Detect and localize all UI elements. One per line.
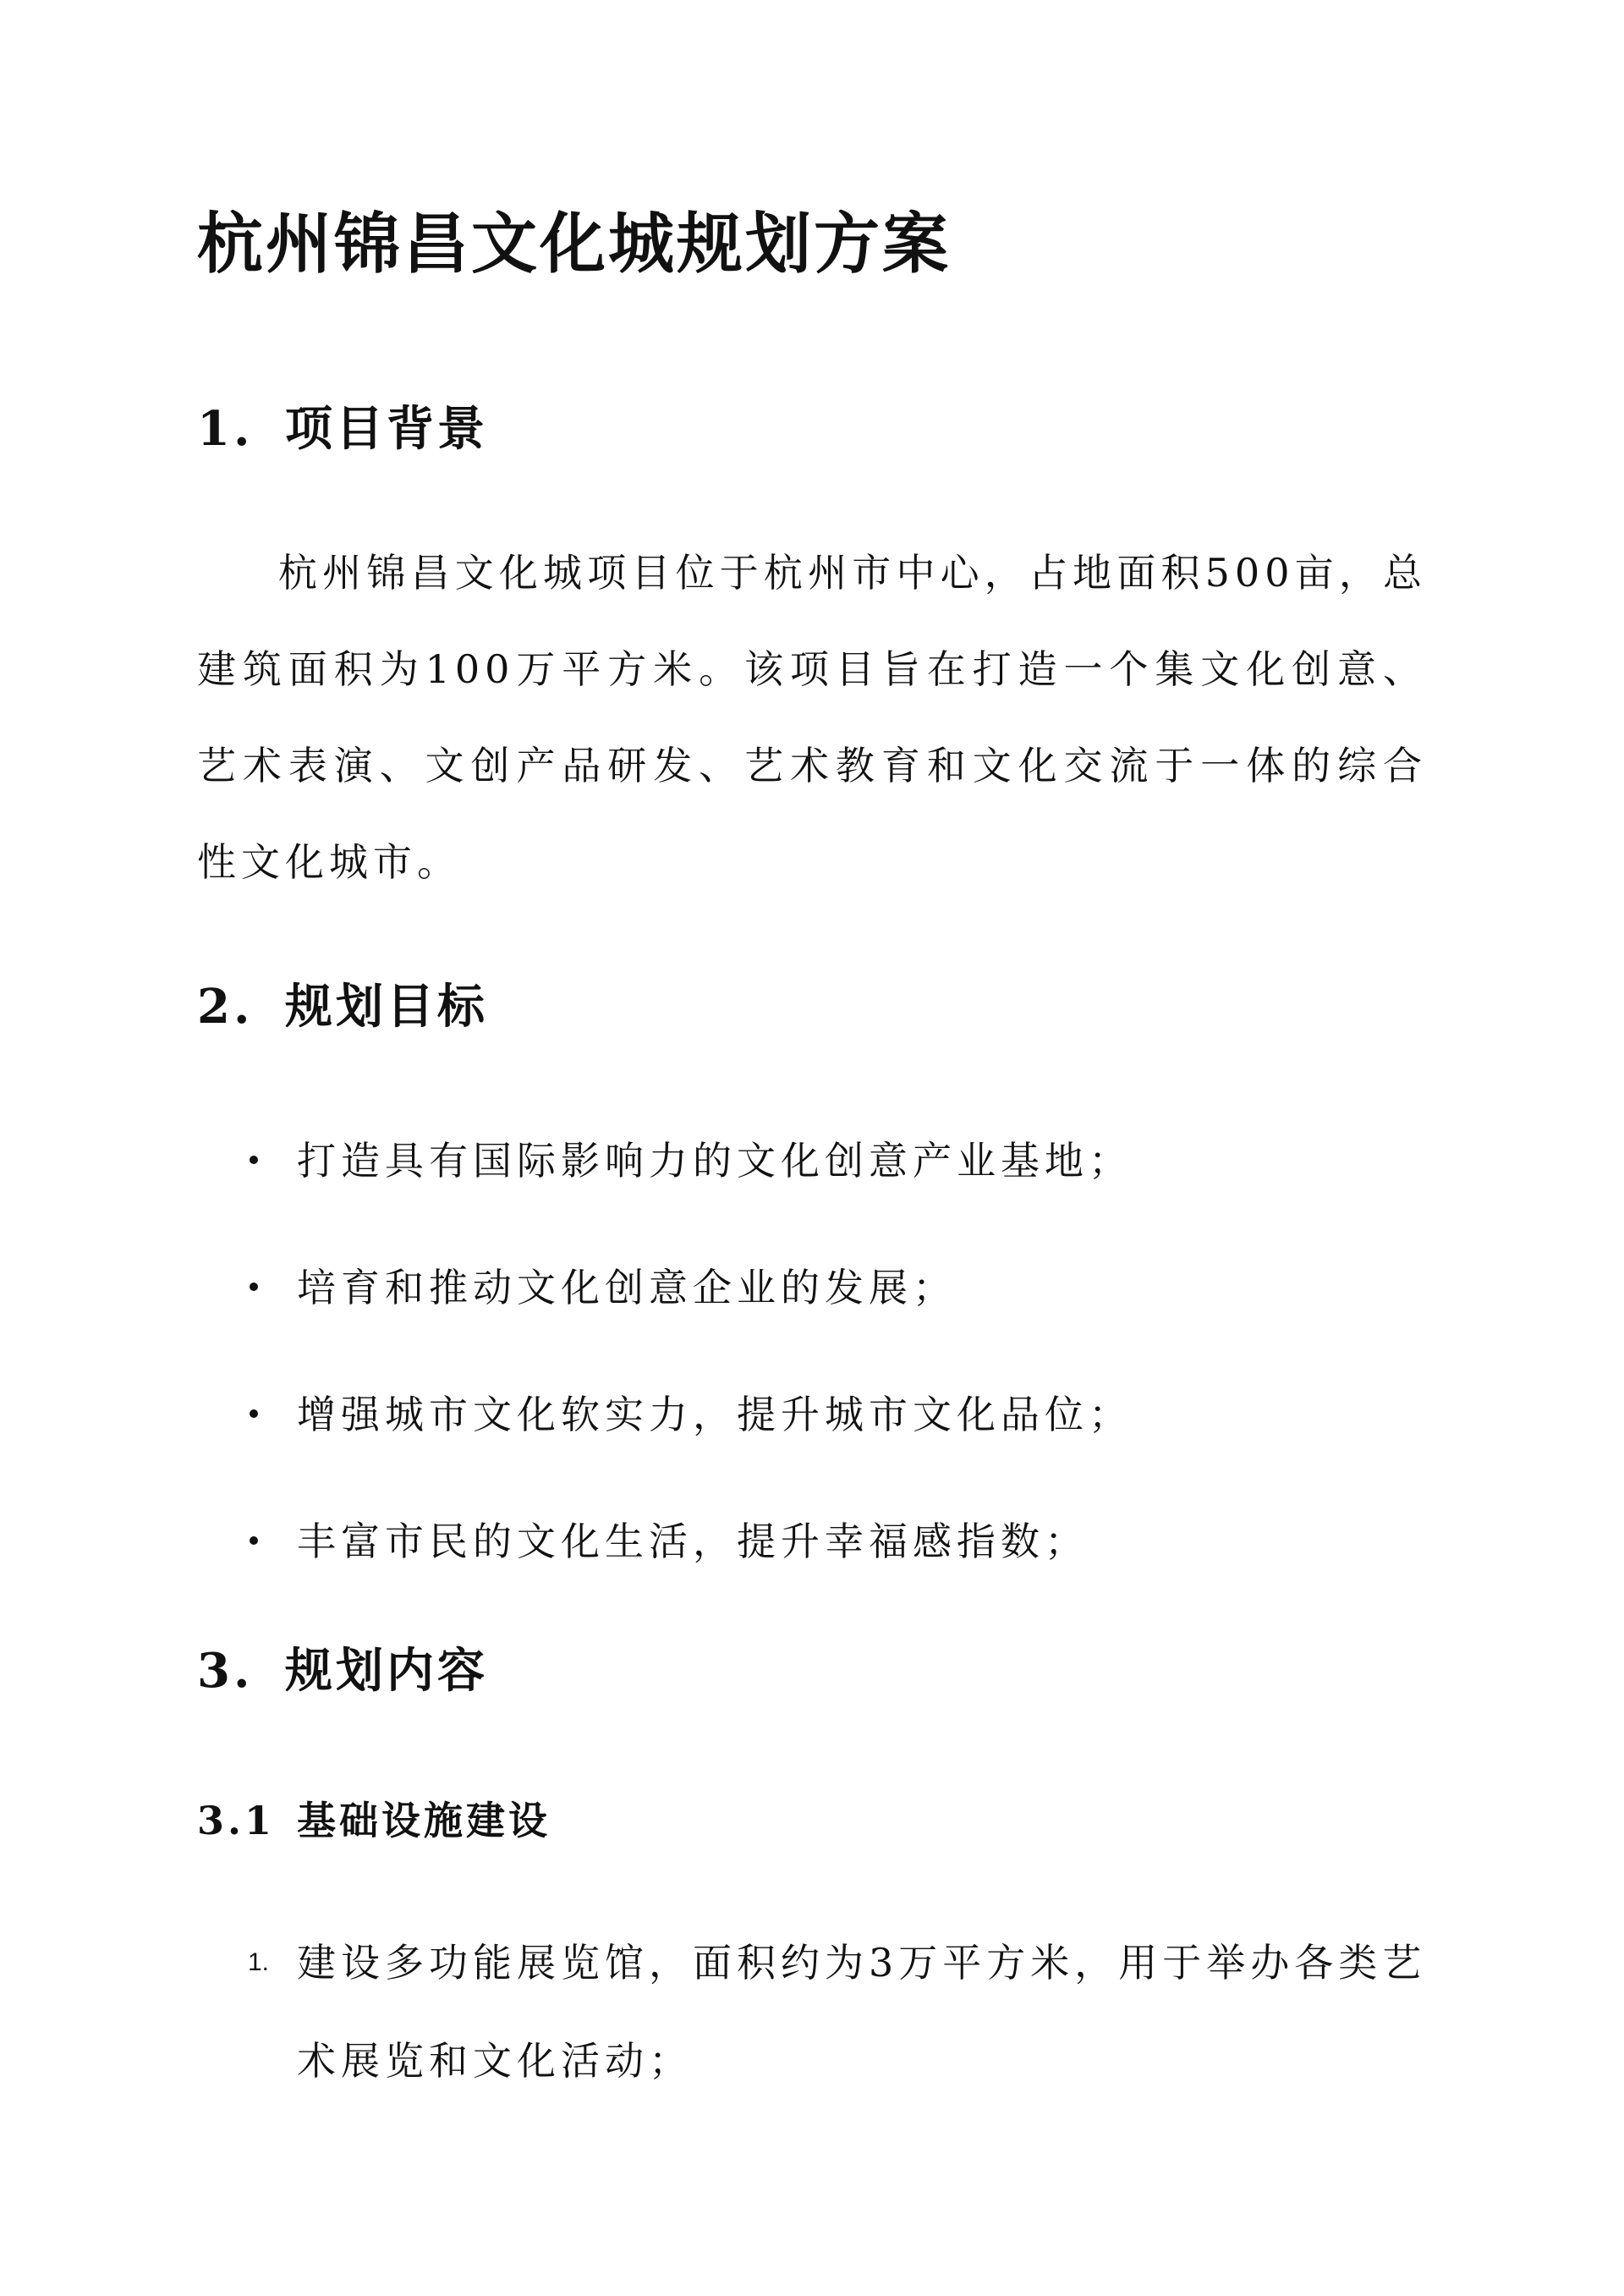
list-item-number: 1. (248, 1948, 270, 1976)
bullet-icon (250, 1409, 258, 1418)
project-background-paragraph: 杭州锦昌文化城项目位于杭州市中心，占地面积500亩，总建筑面积为100万平方米。该项目旨在打造一个集文化创意、艺术表演、文创产品研发、艺术教育和文化交流于一体的综合性文化城市。 (197, 550, 1427, 885)
planning-goals-list (197, 1117, 1427, 1624)
bullet-icon (250, 1283, 258, 1291)
list-item-text: 培育和推动文化创意企业的发展； (297, 1265, 957, 1310)
bullet-icon (250, 1536, 258, 1545)
list-item-text: 打造具有国际影响力的文化创意产业基地； (297, 1138, 1133, 1184)
section-heading-planning-goals (197, 973, 488, 1041)
section-title: 规划目标 (285, 979, 488, 1035)
list-item-text: 丰富市民的文化生活，提升幸福感指数； (297, 1519, 1089, 1564)
list-item (197, 1370, 1427, 1497)
infrastructure-list (197, 1914, 1427, 2110)
section-number: 1. (197, 401, 254, 457)
list-item (197, 1244, 1427, 1370)
section-title: 项目背景 (285, 401, 488, 457)
list-item (197, 1117, 1427, 1244)
section-title: 规划内容 (285, 1643, 488, 1699)
bullet-icon (250, 1156, 258, 1164)
section-number: 3. (197, 1643, 254, 1699)
section-heading-project-background (197, 395, 488, 463)
list-item (197, 1497, 1427, 1624)
section-heading-planning-content (197, 1637, 488, 1705)
subsection-title: 基础设施建设 (297, 1798, 551, 1843)
document-title: 杭州锦昌文化城规划方案 (197, 206, 952, 283)
section-number: 2. (197, 979, 254, 1035)
list-item (197, 1914, 1427, 2110)
list-item-text: 增强城市文化软实力，提升城市文化品位； (297, 1392, 1133, 1437)
list-item-text: 建设多功能展览馆，面积约为3万平方米，用于举办各类艺术展览和文化活动； (297, 1940, 1427, 2084)
subsection-heading-infrastructure (197, 1791, 551, 1850)
subsection-number: 3.1 (197, 1798, 276, 1843)
